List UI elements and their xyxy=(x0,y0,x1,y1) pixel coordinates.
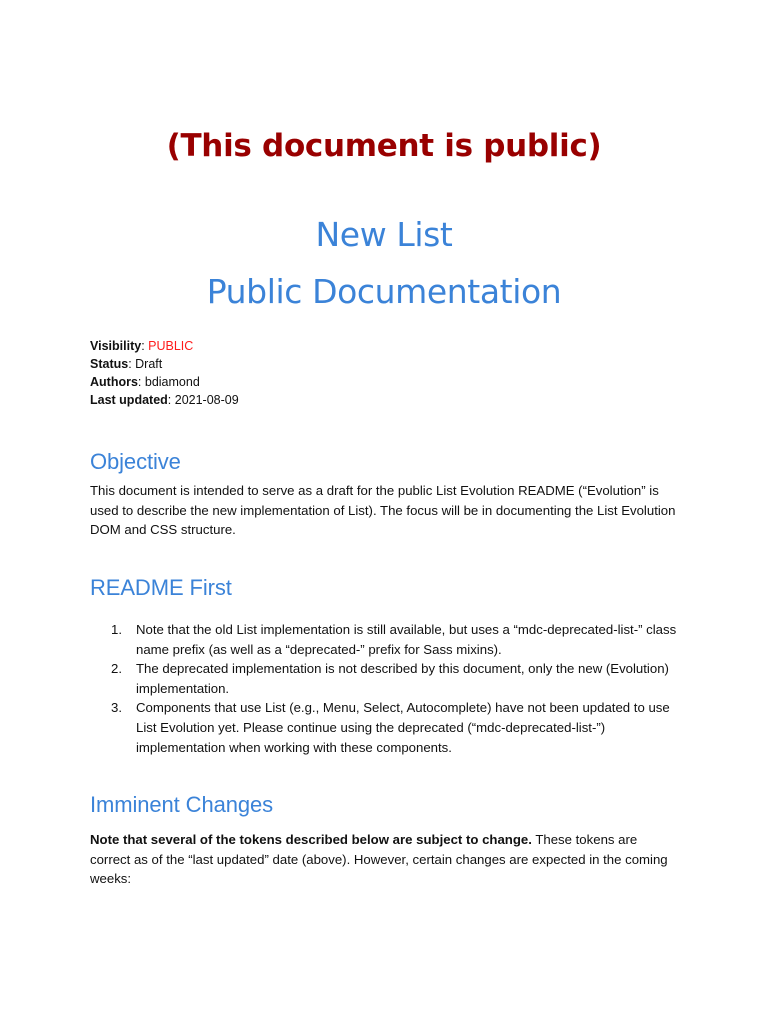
list-item xyxy=(90,698,690,757)
readme-first-list xyxy=(90,620,690,757)
list-item-text: Components that use List (e.g., Menu, Select, Autocomplete) have not been updated to use List Evolution yet. Please continue using the deprecated (“mdc-deprecated-list-”) implementation when working with these components. xyxy=(136,700,670,755)
list-item-number: 3. xyxy=(111,700,122,716)
meta-visibility-value: PUBLIC xyxy=(148,339,194,353)
list-item-number: 2. xyxy=(111,661,122,677)
imminent-changes-body: These tokens are correct as of the “last updated” date (above). However, certain changes are expected in the coming weeks: xyxy=(90,832,668,887)
meta-visibility-label: Visibility xyxy=(90,339,142,353)
meta-status-value: Draft xyxy=(135,357,163,371)
meta-authors-label: Authors xyxy=(90,375,138,389)
document-title-line-1: New List xyxy=(315,215,453,254)
list-item-number: 1. xyxy=(111,622,122,637)
meta-status: Status: Draft xyxy=(90,357,163,371)
meta-authors: Authors: bdiamond xyxy=(90,375,200,389)
imminent-changes-paragraph xyxy=(90,830,680,889)
imminent-changes-bold-lead: Note that several of the tokens described below are subject to change. xyxy=(90,832,532,847)
public-notice: (This document is public) xyxy=(166,128,602,164)
list-item xyxy=(90,659,690,698)
meta-last-updated: Last updated: 2021-08-09 xyxy=(90,393,239,407)
heading-objective: Objective xyxy=(90,449,181,474)
meta-status-label: Status xyxy=(90,357,129,371)
meta-last-updated-label: Last updated xyxy=(90,393,168,407)
list-item-text: Note that the old List implementation is still available, but uses a “mdc-deprecated-list-” class name prefix (as well as a “deprecated-” prefix for Sass mixins). xyxy=(136,622,677,657)
meta-visibility: Visibility: PUBLIC xyxy=(90,339,194,353)
list-item-text: The deprecated implementation is not described by this document, only the new (Evolution) implementation. xyxy=(136,661,669,696)
meta-last-updated-value: 2021-08-09 xyxy=(174,393,239,407)
meta-authors-value: bdiamond xyxy=(144,375,200,389)
heading-imminent-changes: Imminent Changes xyxy=(90,792,274,817)
document-metadata xyxy=(90,337,239,409)
objective-paragraph: This document is intended to serve as a draft for the public List Evolution README (“Evolution” is used to describe the new implementation of List). The focus will be in documenting the List Evolution DOM and CSS structure. xyxy=(90,483,676,538)
document-title-line-2: Public Documentation xyxy=(206,272,562,311)
heading-readme-first: README First xyxy=(90,575,232,600)
list-item xyxy=(90,620,690,659)
